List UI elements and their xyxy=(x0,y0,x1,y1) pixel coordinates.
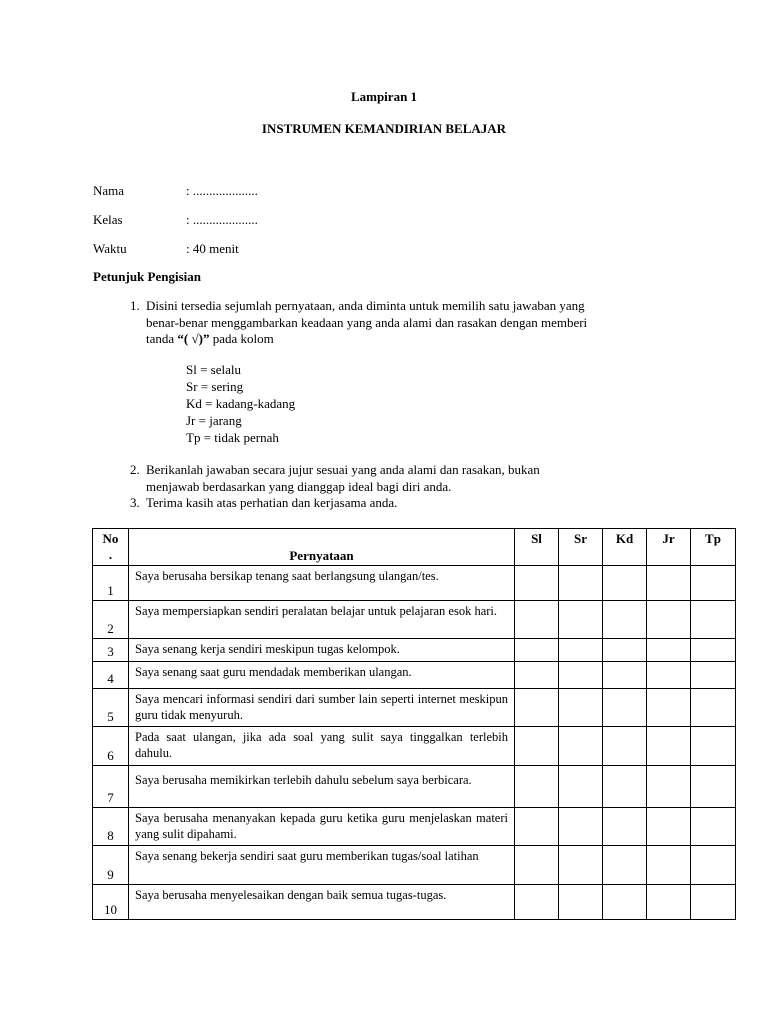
answer-cell-sl[interactable] xyxy=(515,566,559,601)
statement-cell: Saya senang bekerja sendiri saat guru memberikan tugas/soal latihan xyxy=(129,846,515,885)
column-header-sl: Sl xyxy=(515,529,559,566)
answer-cell-sl[interactable] xyxy=(515,727,559,766)
answer-cell-kd[interactable] xyxy=(603,639,647,662)
appendix-label: Lampiran 1 xyxy=(350,89,418,104)
table-row xyxy=(93,808,736,846)
row-number: 3 xyxy=(93,639,129,662)
instruction-number: 2. xyxy=(130,462,140,477)
answer-cell-kd[interactable] xyxy=(603,846,647,885)
answer-cell-kd[interactable] xyxy=(603,727,647,766)
statement-cell: Pada saat ulangan, jika ada soal yang sulit saya tinggalkan terlebih dahulu. xyxy=(129,727,515,766)
time-label: Waktu xyxy=(93,241,127,256)
legend-item: Kd = kadang-kadang xyxy=(186,396,296,411)
legend-item: Sr = sering xyxy=(186,379,244,394)
table-row xyxy=(93,727,736,766)
answer-cell-kd[interactable] xyxy=(603,566,647,601)
answer-cell-kd[interactable] xyxy=(603,766,647,808)
instruction-number: 1. xyxy=(130,298,140,313)
instruction-line: Terima kasih atas perhatian dan kerjasama anda. xyxy=(146,495,398,510)
answer-cell-tp[interactable] xyxy=(691,885,736,920)
answer-cell-sr[interactable] xyxy=(559,566,603,601)
column-header-statement: Pernyataan xyxy=(129,529,515,566)
answer-cell-sl[interactable] xyxy=(515,689,559,727)
class-field: : .................... xyxy=(186,212,258,227)
instruction-line: benar-benar menggambarkan keadaan yang anda alami dan rasakan dengan memberi xyxy=(146,314,588,330)
statement-cell: Saya mempersiapkan sendiri peralatan belajar untuk pelajaran esok hari. xyxy=(129,601,515,639)
table-header-row xyxy=(93,529,736,566)
answer-cell-sr[interactable] xyxy=(559,639,603,662)
statement-cell: Saya senang saat guru mendadak memberikan ulangan. xyxy=(129,662,515,689)
answer-cell-tp[interactable] xyxy=(691,689,736,727)
answer-cell-sl[interactable] xyxy=(515,639,559,662)
name-field: : .................... xyxy=(186,183,258,198)
statement-cell: Saya senang kerja sendiri meskipun tugas kelompok. xyxy=(129,639,515,662)
instruction-line: Berikanlah jawaban secara jujur sesuai yang anda alami dan rasakan, bukan xyxy=(146,462,540,477)
answer-cell-kd[interactable] xyxy=(603,601,647,639)
answer-cell-jr[interactable] xyxy=(647,727,691,766)
row-number: 5 xyxy=(93,689,129,727)
answer-cell-tp[interactable] xyxy=(691,601,736,639)
answer-cell-kd[interactable] xyxy=(603,689,647,727)
instruction-number: 3. xyxy=(130,495,140,510)
answer-cell-kd[interactable] xyxy=(603,662,647,689)
row-number: 1 xyxy=(93,566,129,601)
statement-cell: Saya berusaha menanyakan kepada guru ketika guru menjelaskan materi yang sulit dipahami. xyxy=(129,808,515,846)
instruction-line: tanda “( √)” pada kolom xyxy=(146,331,274,346)
column-header-kd: Kd xyxy=(603,529,647,566)
answer-cell-jr[interactable] xyxy=(647,662,691,689)
answer-cell-sr[interactable] xyxy=(559,808,603,846)
table-row xyxy=(93,566,736,601)
legend-item: Sl = selalu xyxy=(186,362,241,377)
answer-cell-jr[interactable] xyxy=(647,639,691,662)
table-row xyxy=(93,766,736,808)
answer-cell-jr[interactable] xyxy=(647,766,691,808)
class-label: Kelas xyxy=(93,212,123,227)
check-mark-symbol: “( √)” xyxy=(177,331,210,346)
answer-cell-tp[interactable] xyxy=(691,566,736,601)
instruction-line: Disini tersedia sejumlah pernyataan, anda diminta untuk memilih satu jawaban yang xyxy=(146,298,585,313)
column-header-no: No . xyxy=(93,529,129,566)
answer-cell-tp[interactable] xyxy=(691,808,736,846)
answer-cell-sl[interactable] xyxy=(515,846,559,885)
table-row xyxy=(93,885,736,920)
table-row xyxy=(93,639,736,662)
answer-cell-sr[interactable] xyxy=(559,601,603,639)
answer-cell-jr[interactable] xyxy=(647,689,691,727)
answer-cell-sr[interactable] xyxy=(559,727,603,766)
row-number: 2 xyxy=(93,601,129,639)
answer-cell-tp[interactable] xyxy=(691,846,736,885)
answer-cell-tp[interactable] xyxy=(691,639,736,662)
document-title: INSTRUMEN KEMANDIRIAN BELAJAR xyxy=(261,121,507,136)
answer-cell-sl[interactable] xyxy=(515,808,559,846)
answer-cell-kd[interactable] xyxy=(603,885,647,920)
row-number: 6 xyxy=(93,727,129,766)
instructions-title: Petunjuk Pengisian xyxy=(93,269,201,284)
row-number: 8 xyxy=(93,808,129,846)
statement-cell: Saya mencari informasi sendiri dari sumber lain seperti internet meskipun guru tidak menyuruh. xyxy=(129,689,515,727)
legend-item: Tp = tidak pernah xyxy=(186,430,279,445)
answer-cell-tp[interactable] xyxy=(691,766,736,808)
row-number: 4 xyxy=(93,662,129,689)
answer-cell-sl[interactable] xyxy=(515,766,559,808)
instruction-line: menjawab berdasarkan yang dianggap ideal bagi diri anda. xyxy=(146,478,452,494)
answer-cell-jr[interactable] xyxy=(647,566,691,601)
time-field: : 40 menit xyxy=(186,241,239,256)
answer-cell-jr[interactable] xyxy=(647,601,691,639)
column-header-jr: Jr xyxy=(647,529,691,566)
answer-cell-tp[interactable] xyxy=(691,662,736,689)
legend-item: Jr = jarang xyxy=(186,413,242,428)
statement-cell: Saya berusaha bersikap tenang saat berlangsung ulangan/tes. xyxy=(129,566,515,601)
row-number: 10 xyxy=(93,885,129,920)
answer-cell-sl[interactable] xyxy=(515,601,559,639)
answer-cell-jr[interactable] xyxy=(647,846,691,885)
table-row xyxy=(93,846,736,885)
answer-cell-sr[interactable] xyxy=(559,766,603,808)
table-row xyxy=(93,689,736,727)
name-label: Nama xyxy=(93,183,125,198)
answer-cell-sr[interactable] xyxy=(559,846,603,885)
answer-cell-jr[interactable] xyxy=(647,808,691,846)
answer-legend xyxy=(186,361,295,446)
table-row xyxy=(93,601,736,639)
answer-cell-kd[interactable] xyxy=(603,808,647,846)
answer-cell-sl[interactable] xyxy=(515,885,559,920)
answer-cell-jr[interactable] xyxy=(647,885,691,920)
row-number: 9 xyxy=(93,846,129,885)
row-number: 7 xyxy=(93,766,129,808)
answer-cell-sr[interactable] xyxy=(559,689,603,727)
answer-cell-sl[interactable] xyxy=(515,662,559,689)
answer-cell-tp[interactable] xyxy=(691,727,736,766)
column-header-sr: Sr xyxy=(559,529,603,566)
table-row xyxy=(93,662,736,689)
statement-cell: Saya berusaha memikirkan terlebih dahulu sebelum saya berbicara. xyxy=(129,766,515,808)
column-header-tp: Tp xyxy=(691,529,736,566)
statement-cell: Saya berusaha menyelesaikan dengan baik semua tugas-tugas. xyxy=(129,885,515,920)
answer-cell-sr[interactable] xyxy=(559,662,603,689)
answer-cell-sr[interactable] xyxy=(559,885,603,920)
questionnaire-table xyxy=(92,528,736,920)
